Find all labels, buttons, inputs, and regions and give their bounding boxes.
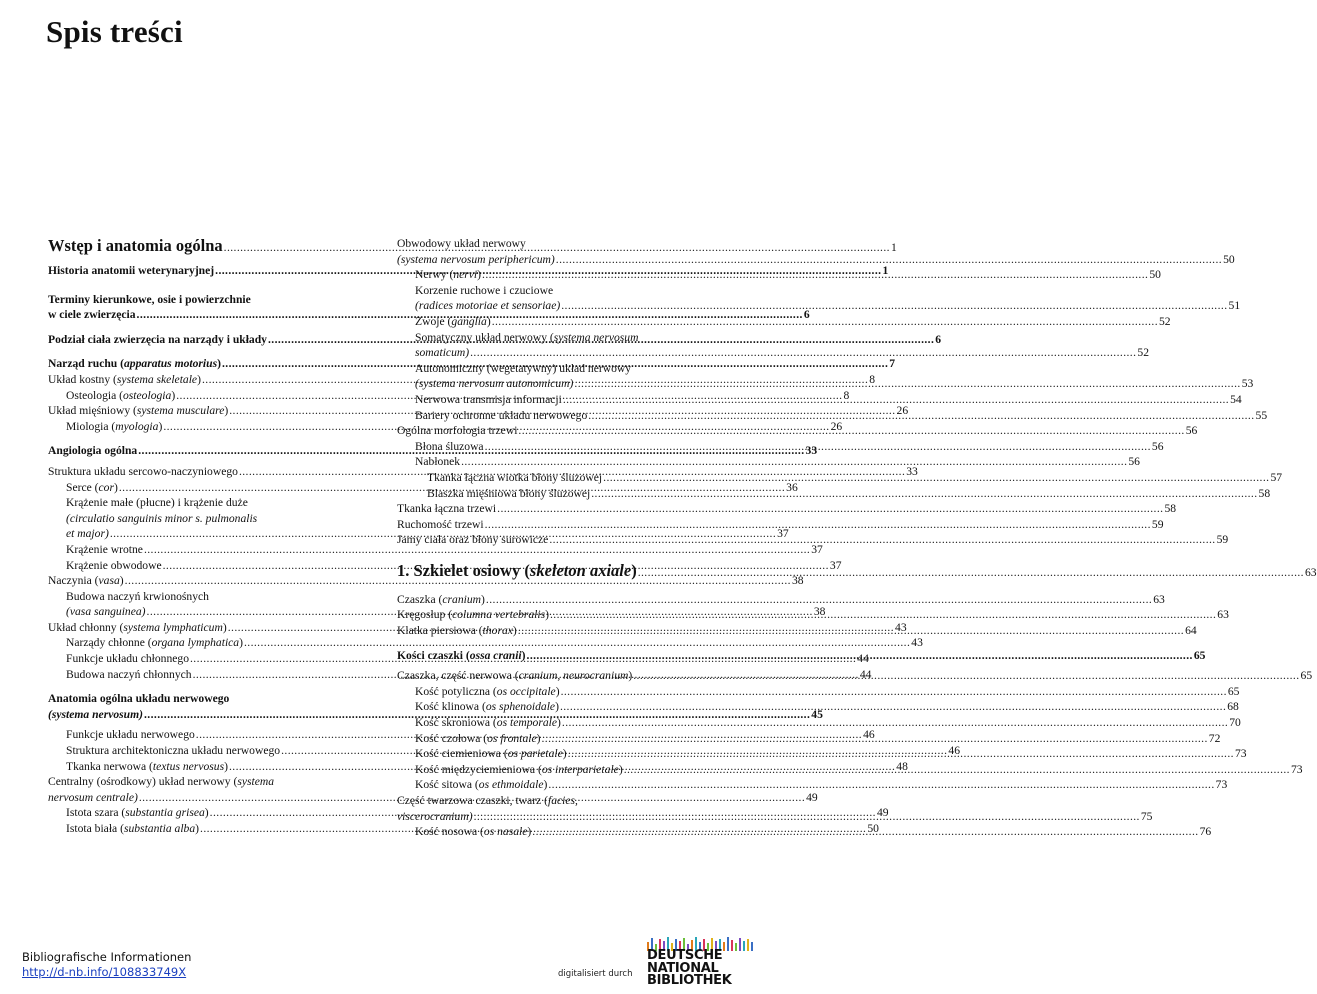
toc-entry[interactable]: Ruchomość trzewi ..... 59 [397, 517, 723, 533]
toc-entry-text: Część twarzowa czaszki, twarz (facies, [397, 794, 578, 807]
toc-entry[interactable]: Naczynia (vasa) ..... 38 [48, 573, 376, 589]
toc-entry[interactable]: Kość międzyciemieniowa (os interparietale) ..... 73 [397, 762, 723, 778]
toc-entry[interactable]: Tkanka łączna wiotka błony śluzowej ..... 57 [397, 470, 723, 486]
digitized-by-label: digitalisiert durch [558, 969, 633, 979]
page-title: Spis treści [46, 14, 183, 49]
toc-entry[interactable]: Zwoje (ganglia) ..... 52 [397, 314, 723, 330]
toc-entry[interactable]: Serce (cor) ..... 36 [48, 480, 376, 496]
toc-entry[interactable]: Układ mięśniowy (systema musculare) ..... 26 [48, 403, 376, 419]
toc-entry[interactable]: Struktura układu sercowo-naczyniowego ..... 33 [48, 464, 376, 480]
toc-entry-text: Krążenie małe (płucne) i krążenie duże [66, 496, 248, 510]
toc-entry[interactable]: Istota biała (substantia alba) ..... 50 [48, 821, 376, 837]
toc-entry[interactable]: et major) ..... 37 [48, 526, 376, 542]
toc-entry[interactable]: Nerwowa transmisja informacji ..... 54 [397, 392, 723, 408]
toc-entry[interactable]: Jamy ciała oraz błony surowicze ..... 59 [397, 532, 723, 548]
toc-entry-text: Korzenie ruchowe i czuciowe [415, 283, 554, 297]
dnb-logo-text: DEUTSCHE NATIONAL BIBLIOTHEK [647, 948, 732, 988]
toc-entry[interactable]: somaticum) ..... 52 [397, 345, 723, 361]
toc-entry-text: Anatomia ogólna układu nerwowego [48, 692, 230, 706]
toc-chapter-entry[interactable]: 1. Szkielet osiowy (skeleton axiale) ..... 63 [397, 561, 723, 583]
toc-entry[interactable]: Blaszka mięśniowa błony śluzowej ..... 58 [397, 486, 723, 502]
toc-entry[interactable]: nervosum centrale) ..... 49 [48, 790, 376, 806]
toc-entry[interactable]: Krążenie wrotne ..... 37 [48, 542, 376, 558]
toc-entry[interactable]: w ciele zwierzęcia ..... 6 [48, 307, 376, 323]
bibliographic-info [22, 950, 191, 980]
toc-entry[interactable]: Czaszka, część nerwowa (cranium, neurocranium) ..... 65 [397, 668, 723, 684]
toc-entry-text: (circulatio sanguinis minor s. pulmonalis [66, 511, 258, 525]
toc-entry[interactable]: Czaszka (cranium) ..... 63 [397, 592, 723, 608]
toc-entry-text: Autonomiczny (wegetatywny) układ nerwowy [415, 361, 632, 375]
dnb-logo [647, 937, 759, 989]
toc-entry[interactable]: Kręgosłup (columna vertebralis) ..... 63 [397, 607, 723, 623]
toc-entry[interactable]: Nabłonek ..... 56 [397, 454, 723, 470]
toc-entry[interactable]: Narząd ruchu (apparatus motorius) ..... 7 [48, 356, 376, 372]
toc-entry[interactable]: (systema nervosum periphericum) ..... 50 [397, 252, 723, 268]
bibliographic-info-label: Bibliografische Informationen [22, 950, 192, 964]
toc-entry[interactable]: (systema nervosum autonomicum) ..... 53 [397, 376, 723, 392]
toc-entry[interactable]: Nerwy (nervi) ..... 50 [397, 267, 723, 283]
toc-entry[interactable]: (vasa sanguinea) ..... 38 [48, 604, 376, 620]
toc-entry[interactable]: viscerocranium) ..... 75 [397, 809, 723, 825]
toc-entry[interactable]: Błona śluzowa ..... 56 [397, 439, 723, 455]
toc-entry[interactable]: Miologia (myologia) ..... 26 [48, 419, 376, 435]
toc-entry[interactable]: Historia anatomii weterynaryjnej ..... 1 [48, 263, 376, 279]
toc-entry[interactable]: Funkcje układu nerwowego ..... 46 [48, 727, 376, 743]
toc-entry[interactable]: Kość czołowa (os frontale) ..... 72 [397, 731, 723, 747]
toc-entry[interactable]: Budowa naczyń chłonnych ..... 44 [48, 667, 376, 683]
toc-entry-text: Budowa naczyń krwionośnych [66, 589, 209, 603]
toc-entry[interactable]: Wstęp i anatomia ogólna ..... 1 [48, 236, 376, 258]
toc-entry[interactable]: Osteologia (osteologia) ..... 8 [48, 388, 376, 404]
toc-entry[interactable]: Układ kostny (systema skeletale) ..... 8 [48, 372, 376, 388]
toc-entry[interactable]: Podział ciała zwierzęcia na narządy i układy ..... 6 [48, 332, 376, 348]
toc-entry[interactable]: (systema nervosum) ..... 45 [48, 707, 376, 723]
toc-entry[interactable]: Narządy chłonne (organa lymphatica) ..... 43 [48, 635, 376, 651]
toc-entry[interactable]: Kość skroniowa (os temporale) ..... 70 [397, 715, 723, 731]
toc-entry[interactable]: Kość klinowa (os sphenoidale) ..... 68 [397, 699, 723, 715]
toc-entry[interactable]: Kość nosowa (os nasale) ..... 76 [397, 824, 723, 840]
toc-entry[interactable]: Tkanka nerwowa (textus nervosus) ..... 48 [48, 759, 376, 775]
toc-entry[interactable]: Ogólna morfologia trzewi ..... 56 [397, 423, 723, 439]
toc-entry-text: Somatyczny układ nerwowy (systema nervosum [415, 330, 639, 344]
toc-entry[interactable]: (radices motoriae et sensoriae) ..... 51 [397, 298, 723, 314]
toc-entry[interactable]: Kości czaszki (ossa cranii) ..... 65 [397, 648, 723, 664]
toc-entry[interactable]: Funkcje układu chłonnego ..... 44 [48, 651, 376, 667]
dnb-link[interactable]: http://d-nb.info/108833749X [22, 965, 187, 979]
toc-entry[interactable]: Istota szara (substantia grisea) ..... 49 [48, 805, 376, 821]
toc-entry[interactable]: Kość ciemieniowa (os parietale) ..... 73 [397, 746, 723, 762]
toc-entry-text: Centralny (ośrodkowy) układ nerwowy (systema [48, 775, 275, 789]
toc-entry[interactable]: Bariery ochronne układu nerwowego ..... 55 [397, 408, 723, 424]
toc-entry[interactable]: Struktura architektoniczna układu nerwowego ..... 46 [48, 743, 376, 759]
toc-entry[interactable]: Układ chłonny (systema lymphaticum) ..... 43 [48, 620, 376, 636]
toc-entry-text: Obwodowy układ nerwowy [397, 237, 526, 250]
toc-entry[interactable]: Angiologia ogólna ..... 33 [48, 443, 376, 459]
toc-entry[interactable]: Krążenie obwodowe ..... 37 [48, 558, 376, 574]
toc-entry[interactable]: Klatka piersiowa (thorax) ..... 64 [397, 623, 723, 639]
toc-entry[interactable]: Kość sitowa (os ethmoidale) ..... 73 [397, 777, 723, 793]
toc-entry[interactable]: Tkanka łączna trzewi ..... 58 [397, 501, 723, 517]
toc-entry-text: Terminy kierunkowe, osie i powierzchnie [48, 292, 251, 306]
toc-entry[interactable]: Kość potyliczna (os occipitale) ..... 65 [397, 684, 723, 700]
